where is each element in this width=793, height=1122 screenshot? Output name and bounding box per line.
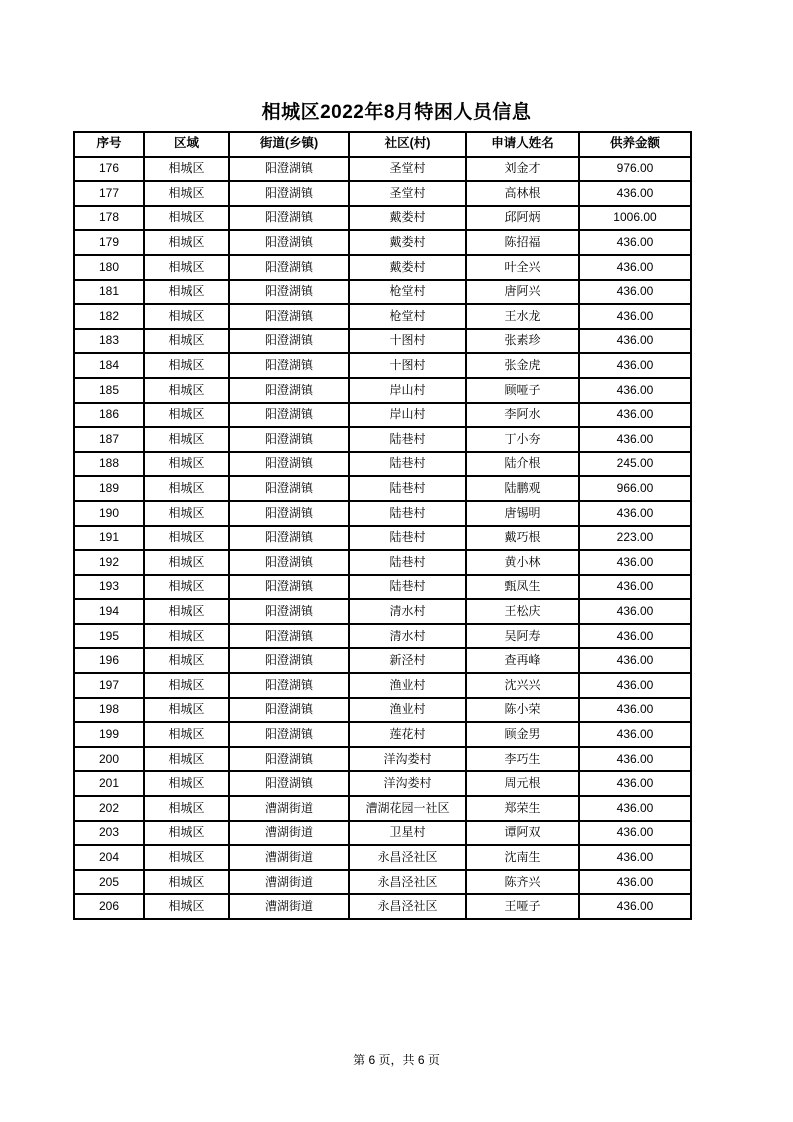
cell-applicant: 王水龙: [466, 304, 579, 329]
welfare-table: [73, 131, 692, 920]
cell-community: 枪堂村: [349, 280, 466, 305]
cell-index: 204: [74, 845, 144, 870]
cell-applicant: 郑荣生: [466, 796, 579, 821]
cell-index: 196: [74, 648, 144, 673]
cell-street: 阳澄湖镇: [229, 747, 349, 772]
cell-index: 193: [74, 575, 144, 600]
table-row: [74, 747, 691, 772]
cell-region: 相城区: [144, 230, 229, 255]
cell-region: 相城区: [144, 599, 229, 624]
cell-index: 190: [74, 501, 144, 526]
cell-region: 相城区: [144, 894, 229, 919]
cell-index: 177: [74, 181, 144, 206]
cell-community: 陆巷村: [349, 452, 466, 477]
table-row: [74, 771, 691, 796]
cell-applicant: 高林根: [466, 181, 579, 206]
cell-applicant: 陆介根: [466, 452, 579, 477]
cell-amount: 436.00: [579, 403, 691, 428]
cell-region: 相城区: [144, 648, 229, 673]
cell-street: 阳澄湖镇: [229, 304, 349, 329]
table-row: [74, 722, 691, 747]
table-row: [74, 329, 691, 354]
cell-street: 阳澄湖镇: [229, 698, 349, 723]
cell-applicant: 沈南生: [466, 845, 579, 870]
cell-amount: 976.00: [579, 157, 691, 182]
cell-index: 189: [74, 476, 144, 501]
cell-region: 相城区: [144, 157, 229, 182]
cell-index: 179: [74, 230, 144, 255]
cell-amount: 436.00: [579, 673, 691, 698]
cell-region: 相城区: [144, 255, 229, 280]
cell-street: 漕湖街道: [229, 845, 349, 870]
column-header-region: 区域: [144, 132, 229, 157]
table-row: [74, 304, 691, 329]
cell-applicant: 顾哑子: [466, 378, 579, 403]
cell-index: 178: [74, 206, 144, 231]
cell-street: 阳澄湖镇: [229, 476, 349, 501]
page-footer: 第 6 页，共 6 页: [353, 1053, 440, 1067]
table-row: [74, 526, 691, 551]
table-row: [74, 403, 691, 428]
cell-index: 186: [74, 403, 144, 428]
column-header-street: 街道(乡镇): [229, 132, 349, 157]
cell-amount: 436.00: [579, 181, 691, 206]
cell-street: 漕湖街道: [229, 870, 349, 895]
cell-applicant: 唐锡明: [466, 501, 579, 526]
cell-street: 漕湖街道: [229, 894, 349, 919]
cell-amount: 245.00: [579, 452, 691, 477]
cell-applicant: 吴阿寿: [466, 624, 579, 649]
cell-community: 戴娄村: [349, 206, 466, 231]
table-row: [74, 845, 691, 870]
cell-index: 194: [74, 599, 144, 624]
cell-street: 阳澄湖镇: [229, 403, 349, 428]
cell-applicant: 谭阿双: [466, 821, 579, 846]
cell-amount: 436.00: [579, 280, 691, 305]
cell-community: 漕湖花园一社区: [349, 796, 466, 821]
cell-region: 相城区: [144, 796, 229, 821]
cell-index: 181: [74, 280, 144, 305]
cell-community: 陆巷村: [349, 501, 466, 526]
cell-community: 岸山村: [349, 378, 466, 403]
cell-amount: 436.00: [579, 624, 691, 649]
cell-amount: 436.00: [579, 575, 691, 600]
cell-street: 阳澄湖镇: [229, 550, 349, 575]
cell-applicant: 陆鹏观: [466, 476, 579, 501]
cell-index: 176: [74, 157, 144, 182]
cell-community: 莲花村: [349, 722, 466, 747]
cell-street: 阳澄湖镇: [229, 280, 349, 305]
cell-region: 相城区: [144, 304, 229, 329]
cell-amount: 436.00: [579, 870, 691, 895]
cell-amount: 436.00: [579, 255, 691, 280]
cell-index: 191: [74, 526, 144, 551]
cell-applicant: 唐阿兴: [466, 280, 579, 305]
cell-index: 200: [74, 747, 144, 772]
cell-applicant: 邱阿炳: [466, 206, 579, 231]
table-row: [74, 870, 691, 895]
cell-community: 卫星村: [349, 821, 466, 846]
cell-region: 相城区: [144, 747, 229, 772]
cell-community: 永昌泾社区: [349, 894, 466, 919]
cell-region: 相城区: [144, 353, 229, 378]
table-row: [74, 280, 691, 305]
cell-region: 相城区: [144, 476, 229, 501]
cell-region: 相城区: [144, 378, 229, 403]
table-row: [74, 599, 691, 624]
cell-amount: 436.00: [579, 230, 691, 255]
table-body: [74, 157, 691, 919]
cell-street: 阳澄湖镇: [229, 526, 349, 551]
cell-region: 相城区: [144, 280, 229, 305]
cell-community: 清水村: [349, 624, 466, 649]
cell-street: 阳澄湖镇: [229, 673, 349, 698]
column-header-amount: 供养金额: [579, 132, 691, 157]
cell-community: 岸山村: [349, 403, 466, 428]
cell-amount: 436.00: [579, 747, 691, 772]
cell-applicant: 李阿水: [466, 403, 579, 428]
cell-index: 206: [74, 894, 144, 919]
table-row: [74, 673, 691, 698]
cell-applicant: 丁小夯: [466, 427, 579, 452]
table-row: [74, 624, 691, 649]
cell-street: 漕湖街道: [229, 821, 349, 846]
cell-amount: 436.00: [579, 550, 691, 575]
cell-index: 202: [74, 796, 144, 821]
table-row: [74, 501, 691, 526]
table-row: [74, 230, 691, 255]
cell-street: 阳澄湖镇: [229, 648, 349, 673]
column-header-applicant: 申请人姓名: [466, 132, 579, 157]
cell-street: 阳澄湖镇: [229, 230, 349, 255]
cell-community: 清水村: [349, 599, 466, 624]
cell-street: 阳澄湖镇: [229, 255, 349, 280]
cell-index: 183: [74, 329, 144, 354]
cell-applicant: 叶全兴: [466, 255, 579, 280]
cell-amount: 436.00: [579, 845, 691, 870]
cell-region: 相城区: [144, 526, 229, 551]
cell-region: 相城区: [144, 452, 229, 477]
table-row: [74, 821, 691, 846]
cell-community: 渔业村: [349, 698, 466, 723]
cell-community: 渔业村: [349, 673, 466, 698]
cell-region: 相城区: [144, 821, 229, 846]
cell-community: 洋沟娄村: [349, 771, 466, 796]
cell-applicant: 张金虎: [466, 353, 579, 378]
cell-region: 相城区: [144, 427, 229, 452]
cell-index: 197: [74, 673, 144, 698]
cell-index: 182: [74, 304, 144, 329]
cell-index: 203: [74, 821, 144, 846]
table-row: [74, 378, 691, 403]
cell-community: 陆巷村: [349, 575, 466, 600]
cell-community: 陆巷村: [349, 550, 466, 575]
cell-applicant: 陈小荣: [466, 698, 579, 723]
cell-region: 相城区: [144, 624, 229, 649]
cell-index: 192: [74, 550, 144, 575]
table-row: [74, 157, 691, 182]
cell-street: 阳澄湖镇: [229, 157, 349, 182]
table-row: [74, 255, 691, 280]
cell-region: 相城区: [144, 181, 229, 206]
cell-street: 阳澄湖镇: [229, 575, 349, 600]
cell-applicant: 甄凤生: [466, 575, 579, 600]
cell-street: 阳澄湖镇: [229, 624, 349, 649]
cell-street: 阳澄湖镇: [229, 427, 349, 452]
table-row: [74, 575, 691, 600]
cell-applicant: 查再峰: [466, 648, 579, 673]
cell-index: 201: [74, 771, 144, 796]
cell-amount: 223.00: [579, 526, 691, 551]
cell-region: 相城区: [144, 722, 229, 747]
cell-index: 198: [74, 698, 144, 723]
cell-community: 圣堂村: [349, 181, 466, 206]
cell-region: 相城区: [144, 329, 229, 354]
cell-community: 洋沟娄村: [349, 747, 466, 772]
table-row: [74, 550, 691, 575]
cell-index: 199: [74, 722, 144, 747]
cell-applicant: 黄小林: [466, 550, 579, 575]
cell-amount: 436.00: [579, 894, 691, 919]
cell-applicant: 王松庆: [466, 599, 579, 624]
page-title: 相城区2022年8月特困人员信息: [261, 102, 532, 123]
cell-index: 180: [74, 255, 144, 280]
cell-amount: 436.00: [579, 648, 691, 673]
cell-street: 阳澄湖镇: [229, 771, 349, 796]
cell-community: 十图村: [349, 353, 466, 378]
cell-region: 相城区: [144, 403, 229, 428]
cell-street: 阳澄湖镇: [229, 329, 349, 354]
cell-street: 阳澄湖镇: [229, 722, 349, 747]
cell-region: 相城区: [144, 575, 229, 600]
cell-region: 相城区: [144, 501, 229, 526]
cell-applicant: 戴巧根: [466, 526, 579, 551]
cell-applicant: 周元根: [466, 771, 579, 796]
table-row: [74, 698, 691, 723]
cell-amount: 966.00: [579, 476, 691, 501]
cell-community: 十图村: [349, 329, 466, 354]
cell-community: 陆巷村: [349, 526, 466, 551]
cell-region: 相城区: [144, 550, 229, 575]
cell-index: 187: [74, 427, 144, 452]
cell-applicant: 张素珍: [466, 329, 579, 354]
cell-amount: 436.00: [579, 329, 691, 354]
table-header: [74, 132, 691, 157]
cell-street: 阳澄湖镇: [229, 452, 349, 477]
cell-applicant: 李巧生: [466, 747, 579, 772]
cell-street: 阳澄湖镇: [229, 181, 349, 206]
cell-community: 永昌泾社区: [349, 870, 466, 895]
cell-street: 漕湖街道: [229, 796, 349, 821]
header-row: [74, 132, 691, 157]
cell-community: 永昌泾社区: [349, 845, 466, 870]
column-header-community: 社区(村): [349, 132, 466, 157]
cell-community: 戴娄村: [349, 255, 466, 280]
cell-amount: 436.00: [579, 771, 691, 796]
table-row: [74, 796, 691, 821]
cell-applicant: 陈招福: [466, 230, 579, 255]
cell-community: 圣堂村: [349, 157, 466, 182]
cell-region: 相城区: [144, 845, 229, 870]
cell-index: 188: [74, 452, 144, 477]
table-row: [74, 206, 691, 231]
cell-index: 195: [74, 624, 144, 649]
table-row: [74, 648, 691, 673]
cell-street: 阳澄湖镇: [229, 599, 349, 624]
cell-amount: 436.00: [579, 722, 691, 747]
cell-amount: 436.00: [579, 427, 691, 452]
cell-amount: 436.00: [579, 599, 691, 624]
cell-amount: 436.00: [579, 304, 691, 329]
cell-street: 阳澄湖镇: [229, 501, 349, 526]
cell-region: 相城区: [144, 673, 229, 698]
cell-region: 相城区: [144, 771, 229, 796]
cell-community: 新泾村: [349, 648, 466, 673]
cell-region: 相城区: [144, 206, 229, 231]
cell-community: 陆巷村: [349, 476, 466, 501]
table-row: [74, 353, 691, 378]
cell-applicant: 陈齐兴: [466, 870, 579, 895]
cell-amount: 436.00: [579, 796, 691, 821]
cell-index: 184: [74, 353, 144, 378]
cell-community: 戴娄村: [349, 230, 466, 255]
cell-amount: 436.00: [579, 501, 691, 526]
cell-applicant: 顾金男: [466, 722, 579, 747]
table-row: [74, 476, 691, 501]
table-row: [74, 452, 691, 477]
cell-street: 阳澄湖镇: [229, 206, 349, 231]
cell-amount: 436.00: [579, 378, 691, 403]
table-row: [74, 181, 691, 206]
cell-amount: 436.00: [579, 698, 691, 723]
cell-index: 185: [74, 378, 144, 403]
cell-region: 相城区: [144, 870, 229, 895]
cell-region: 相城区: [144, 698, 229, 723]
table-row: [74, 894, 691, 919]
cell-applicant: 王哑子: [466, 894, 579, 919]
cell-amount: 1006.00: [579, 206, 691, 231]
table-row: [74, 427, 691, 452]
cell-index: 205: [74, 870, 144, 895]
cell-street: 阳澄湖镇: [229, 378, 349, 403]
cell-applicant: 沈兴兴: [466, 673, 579, 698]
cell-amount: 436.00: [579, 821, 691, 846]
column-header-index: 序号: [74, 132, 144, 157]
cell-community: 陆巷村: [349, 427, 466, 452]
cell-community: 枪堂村: [349, 304, 466, 329]
cell-amount: 436.00: [579, 353, 691, 378]
cell-applicant: 刘金才: [466, 157, 579, 182]
cell-street: 阳澄湖镇: [229, 353, 349, 378]
